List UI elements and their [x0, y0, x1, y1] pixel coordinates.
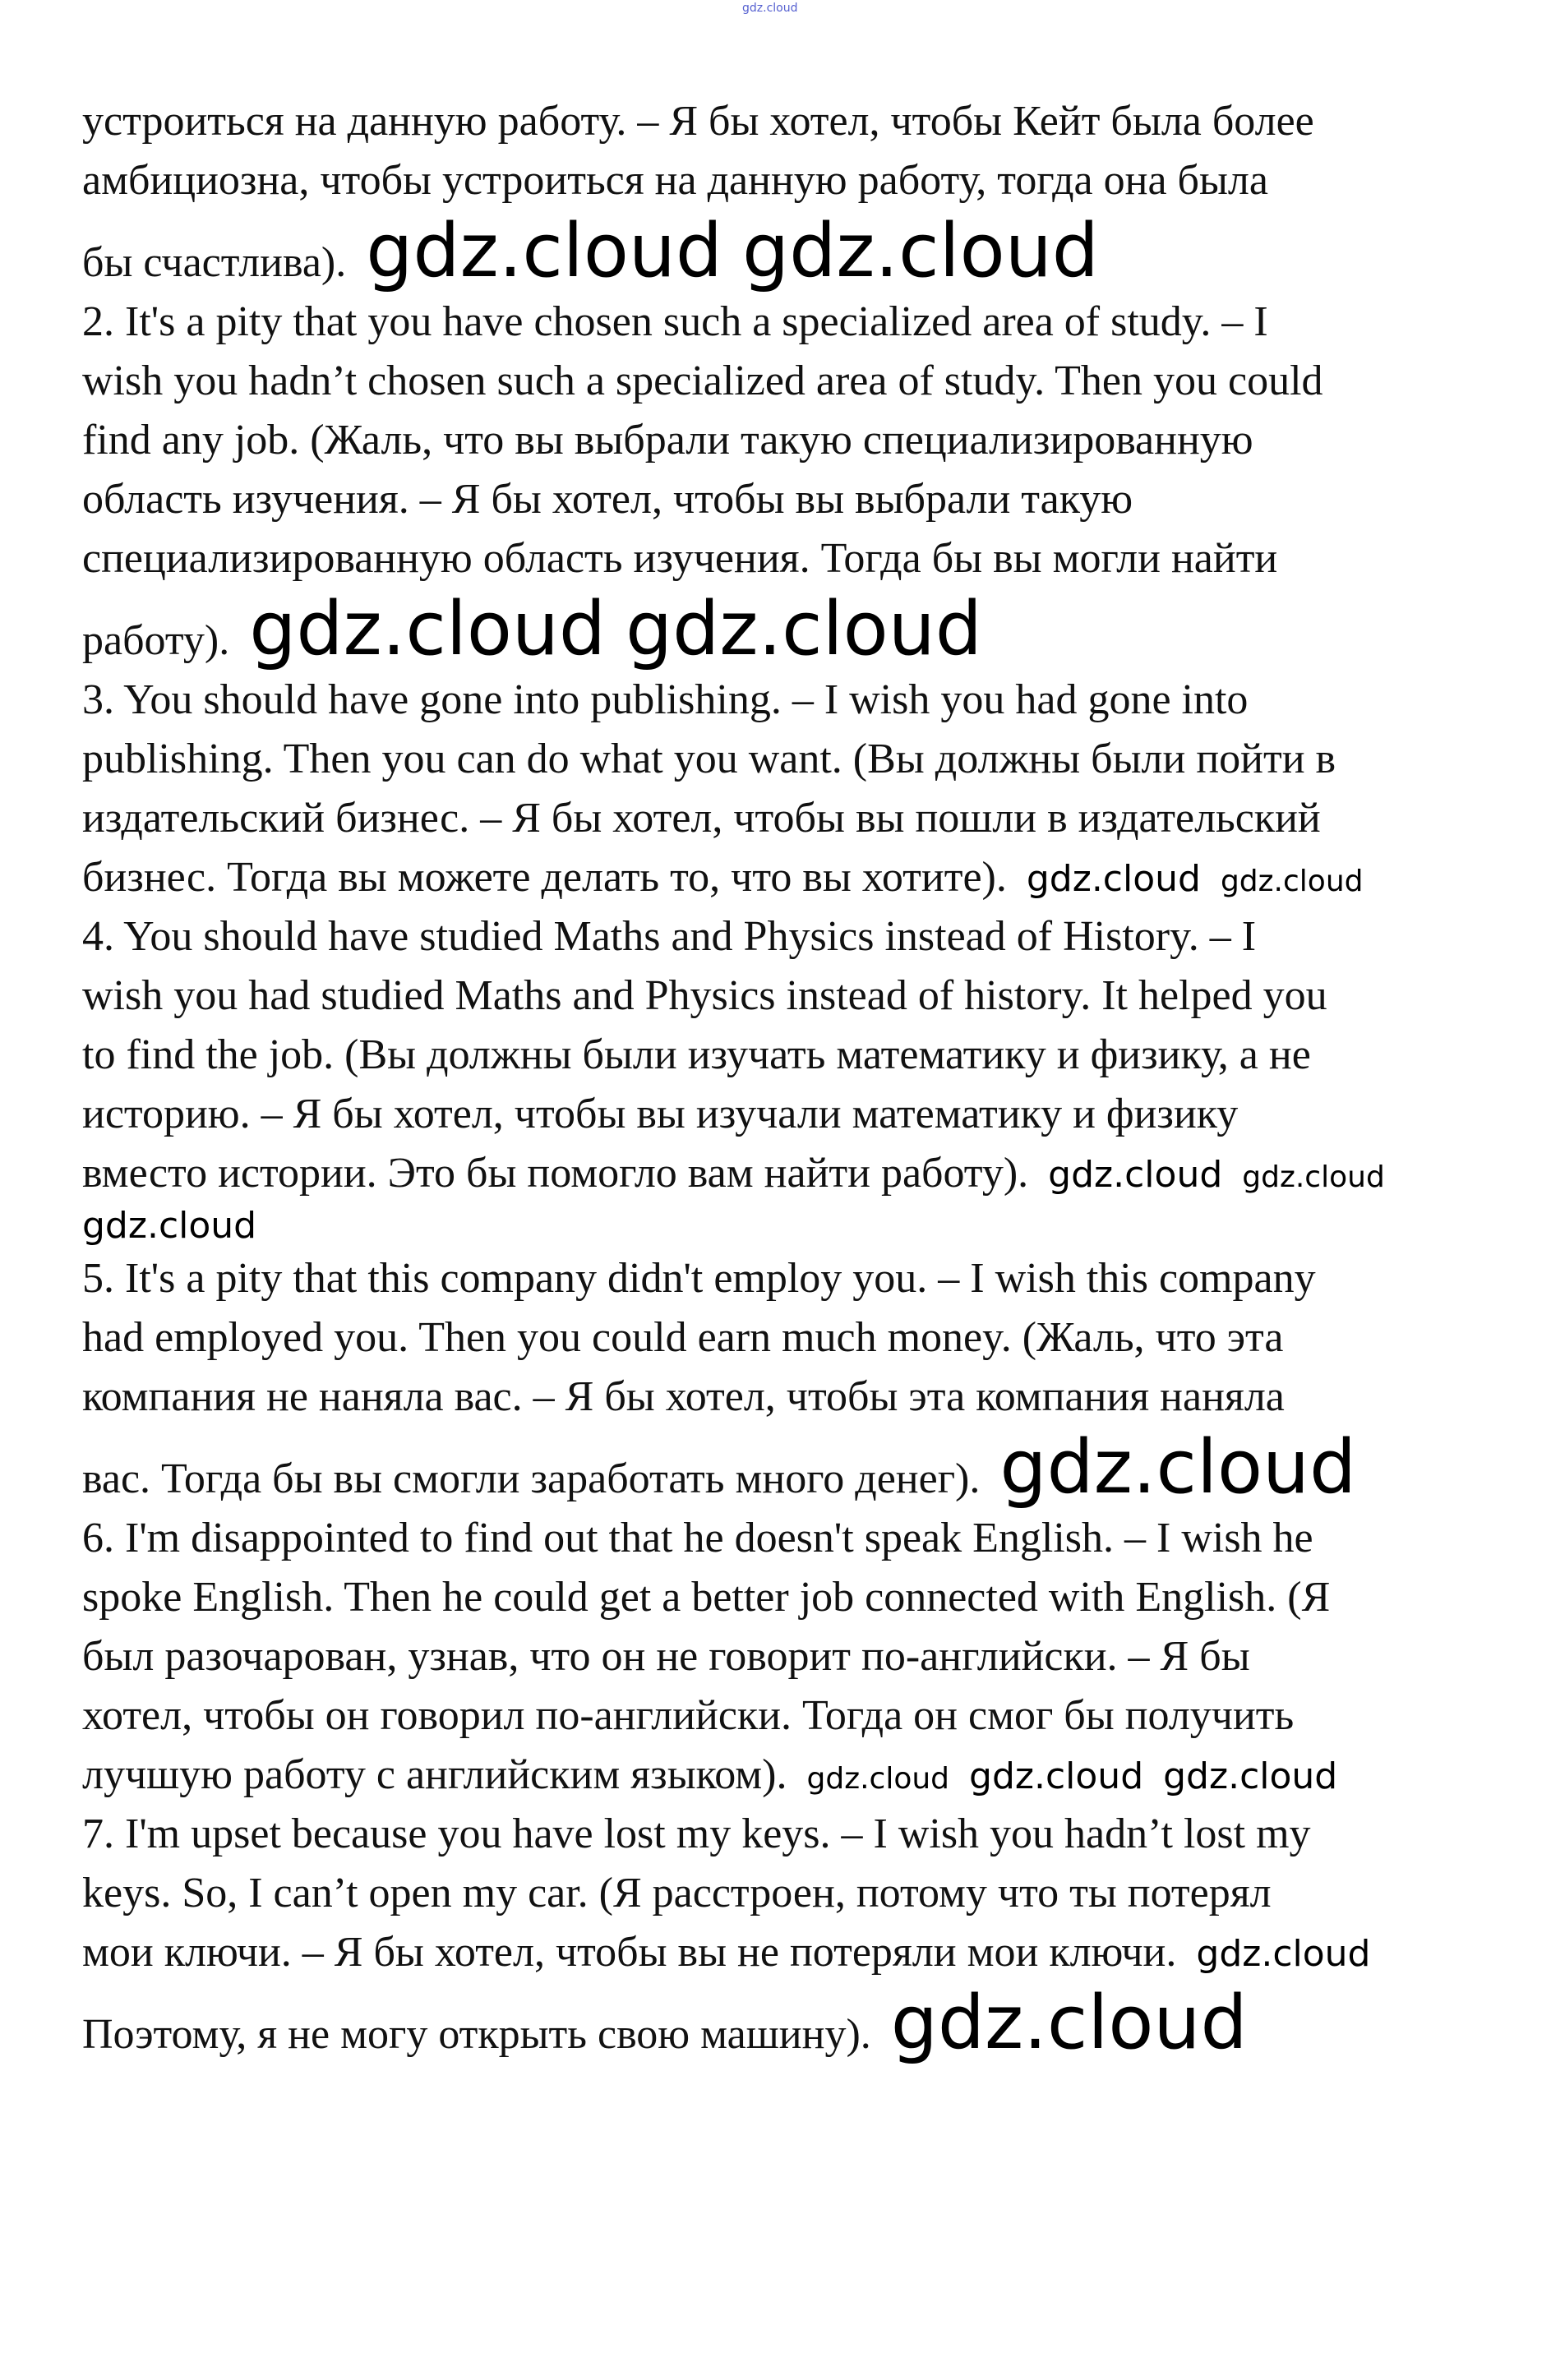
text-row — [82, 411, 1529, 470]
text-line: publishing. Then you can do what you want. (Вы должны были пойти в — [82, 736, 1336, 782]
text-line: Поэтому, я не могу открыть свою машину). — [82, 2011, 871, 2058]
gdz-cloud-watermark: gdz.cloud — [1220, 865, 1364, 898]
text-line: специализированную область изучения. Тогда бы вы могли найти — [82, 535, 1278, 582]
text-row — [82, 470, 1529, 529]
text-line: был разочарован, узнав, что он не говорит по-английски. – Я бы — [82, 1633, 1250, 1680]
text-row — [82, 1864, 1529, 1923]
text-row — [82, 293, 1529, 352]
gdz-cloud-watermark: gdz.cloud — [625, 586, 982, 672]
text-line: вас. Тогда бы вы смогли заработать много денег). — [82, 1455, 981, 1502]
text-line: 5. It's a pity that this company didn't employ you. – I wish this company — [82, 1255, 1316, 1302]
text-row — [82, 588, 1529, 671]
text-line: компания не наняла вас. – Я бы хотел, чтобы эта компания наняла — [82, 1373, 1285, 1420]
text-line: бы счастлива). — [82, 239, 347, 286]
text-row — [82, 352, 1529, 411]
gdz-cloud-watermark: gdz.cloud — [969, 1755, 1144, 1797]
text-row — [82, 907, 1529, 966]
text-row — [82, 1144, 1529, 1249]
text-row — [82, 1627, 1529, 1686]
text-line: лучшую работу с английским языком). — [82, 1751, 787, 1798]
text-line: 6. I'm disappointed to find out that he doesn't speak English. – I wish he — [82, 1515, 1313, 1561]
text-line: работу). — [82, 617, 230, 664]
text-row — [82, 210, 1529, 293]
text-row — [82, 1509, 1529, 1568]
text-line: мои ключи. – Я бы хотел, чтобы вы не потеряли мои ключи. — [82, 1929, 1177, 1976]
text-line: 2. It's a pity that you have chosen such a specialized area of study. – I — [82, 298, 1268, 345]
gdz-cloud-watermark: gdz.cloud — [1048, 1154, 1223, 1196]
text-line: историю. – Я бы хотел, чтобы вы изучали математику и физику — [82, 1091, 1239, 1137]
gdz-cloud-watermark: gdz.cloud — [999, 1424, 1357, 1511]
gdz-cloud-watermark: gdz.cloud — [806, 1762, 950, 1796]
text-line: вместо истории. Это бы помогло вам найти работу). — [82, 1150, 1029, 1197]
text-line: устроиться на данную работу. – Я бы хотел, чтобы Кейт была более — [82, 98, 1314, 145]
text-line: spoke English. Then he could get a better job connected with English. (Я — [82, 1574, 1331, 1621]
text-line: амбициозна, чтобы устроиться на данную работу, тогда она была — [82, 157, 1268, 204]
text-line: 7. I'm upset because you have lost my keys. – I wish you hadn’t lost my — [82, 1810, 1311, 1857]
gdz-cloud-watermark: gdz.cloud — [1026, 858, 1201, 900]
gdz-cloud-watermark: gdz.cloud — [366, 208, 723, 294]
text-row — [82, 151, 1529, 210]
text-row — [82, 1424, 1529, 1511]
text-row — [82, 1308, 1529, 1368]
text-line: to find the job. (Вы должны были изучать математику и физику, а не — [82, 1031, 1311, 1078]
text-row — [82, 730, 1529, 789]
text-row — [82, 1746, 1529, 1805]
text-row — [82, 1982, 1529, 2064]
gdz-cloud-watermark: gdz.cloud — [1242, 1160, 1385, 1194]
text-row — [82, 671, 1529, 730]
text-line: область изучения. – Я бы хотел, чтобы вы выбрали такую — [82, 476, 1133, 523]
text-line: 3. You should have gone into publishing. – I wish you had gone into — [82, 676, 1249, 723]
text-line: wish you hadn’t chosen such a specialized area of study. Then you could — [82, 357, 1323, 404]
gdz-cloud-watermark: gdz.cloud — [249, 586, 607, 672]
header-watermark: gdz.cloud — [742, 2, 798, 15]
text-row — [82, 1085, 1529, 1144]
text-row — [82, 789, 1529, 848]
text-line: 4. You should have studied Maths and Physics instead of History. – I — [82, 913, 1257, 960]
text-line: keys. So, I can’t open my car. (Я расстроен, потому что ты потерял — [82, 1870, 1272, 1916]
gdz-cloud-watermark: gdz.cloud — [742, 208, 1099, 294]
text-row — [82, 1026, 1529, 1085]
text-row — [82, 1923, 1529, 1982]
gdz-cloud-watermark: gdz.cloud — [890, 1980, 1248, 2066]
text-line: издательский бизнес. – Я бы хотел, чтобы вы пошли в издательский — [82, 795, 1321, 842]
text-row — [82, 1568, 1529, 1627]
gdz-cloud-watermark: gdz.cloud — [1196, 1933, 1371, 1975]
text-row — [82, 1686, 1529, 1746]
text-row — [82, 848, 1529, 907]
text-line: find any job. (Жаль, что вы выбрали такую специализированную — [82, 417, 1253, 464]
document-body — [82, 92, 1529, 2064]
text-row — [82, 966, 1529, 1026]
gdz-cloud-watermark: gdz.cloud — [82, 1205, 257, 1247]
text-row — [82, 529, 1529, 588]
gdz-cloud-watermark: gdz.cloud — [1163, 1755, 1338, 1797]
text-row — [82, 1249, 1529, 1308]
text-line: бизнес. Тогда вы можете делать то, что вы хотите). — [82, 854, 1007, 901]
text-line: wish you had studied Maths and Physics instead of history. It helped you — [82, 972, 1327, 1019]
text-row — [82, 1805, 1529, 1864]
text-line: had employed you. Then you could earn much money. (Жаль, что эта — [82, 1314, 1284, 1361]
text-row — [82, 1368, 1529, 1427]
text-line: хотел, чтобы он говорил по-английски. Тогда он смог бы получить — [82, 1692, 1295, 1739]
text-row — [82, 92, 1529, 151]
